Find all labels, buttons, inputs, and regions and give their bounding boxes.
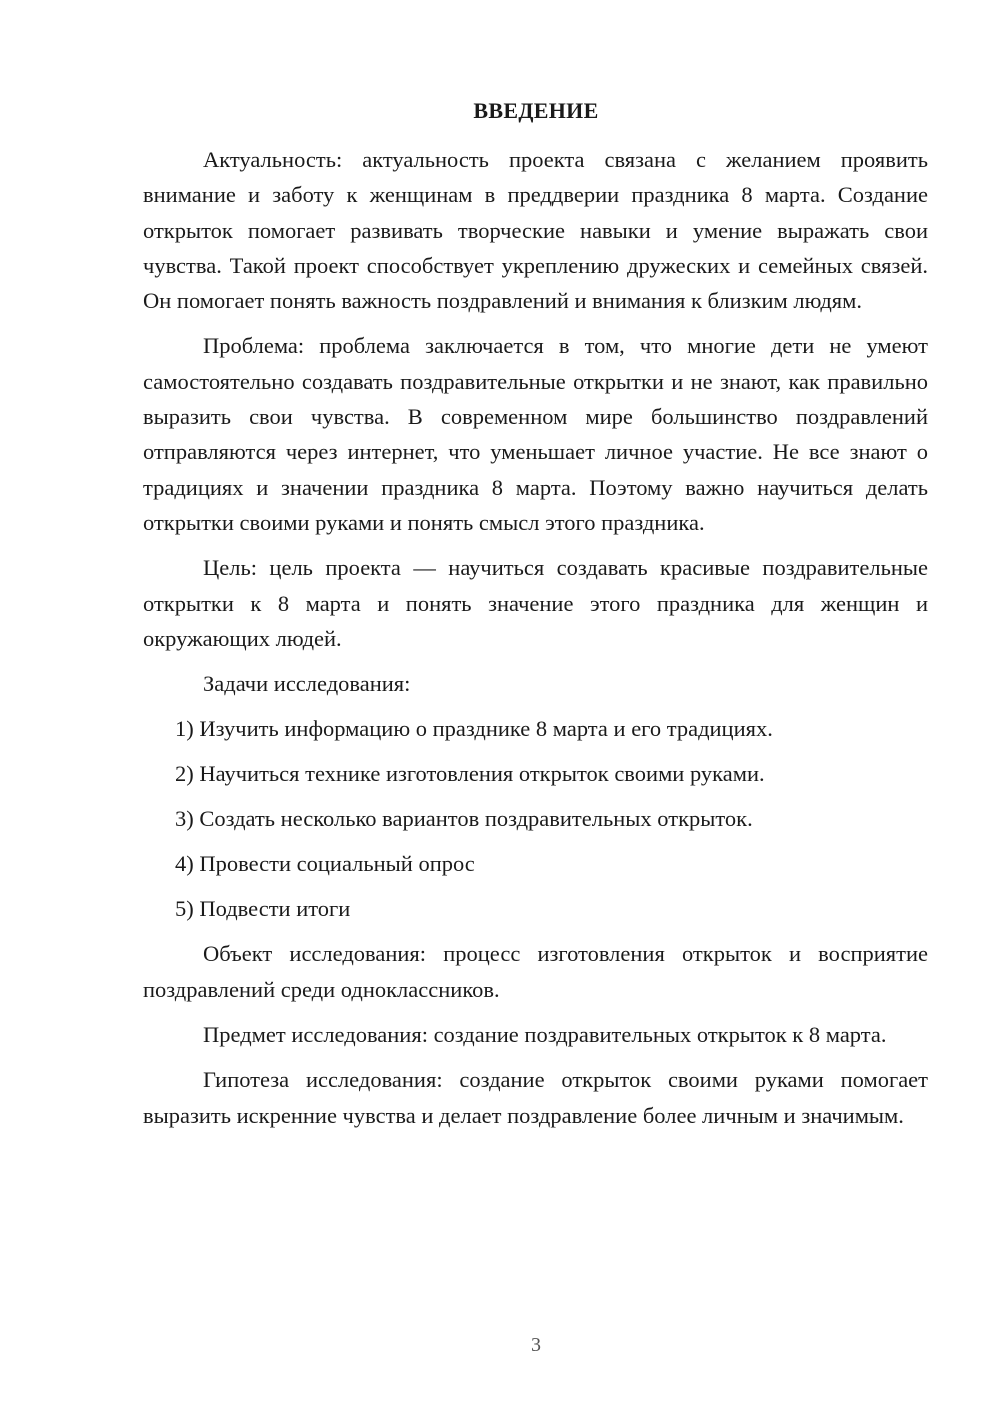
list-item: 1) Изучить информацию о празднике 8 марта и его традициях. <box>175 716 773 742</box>
list-item: 4) Провести социальный опрос <box>175 851 475 877</box>
paragraph-problem: Проблема: проблема заключается в том, что многие дети не умеют самостоятельно создавать поздравительные открытки и не знают, как правильно выразить свои чувства. В современном мире большинство поздравлений отправляются через интернет, что уменьшает личное участие. Не все знают о традициях и значении праздника 8 марта. Поэтому важно научиться делать открытки своими руками и понять смысл этого праздника. <box>143 333 928 535</box>
tasks-list <box>143 711 928 926</box>
paragraph-goal: Цель: цель проекта — научиться создавать красивые поздравительные открытки к 8 марта и понять значение этого праздника для женщин и окружающих людей. <box>143 555 928 651</box>
page-title: ВВЕДЕНИЕ <box>473 98 599 123</box>
list-item: 3) Создать несколько вариантов поздравительных открыток. <box>175 806 753 832</box>
list-item: 5) Подвести итоги <box>175 896 351 922</box>
page-number: 3 <box>531 1334 541 1356</box>
paragraph-relevance: Актуальность: актуальность проекта связана с желанием проявить внимание и заботу к женщинам в преддверии праздника 8 марта. Создание открыток помогает развивать творческие навыки и умение выражать свои чувства. Такой проект способствует укреплению дружеских и семейных связей. Он помогает понять важность поздравлений и внимания к близким людям. <box>143 147 928 314</box>
paragraph-object: Объект исследования: процесс изготовления открыток и восприятие поздравлений среди одноклассников. <box>143 941 928 1002</box>
tasks-title: Задачи исследования: <box>203 671 411 697</box>
paragraph-subject: Предмет исследования: создание поздравительных открыток к 8 марта. <box>203 1021 887 1047</box>
list-item: 2) Научиться технике изготовления открыток своими руками. <box>175 761 765 787</box>
paragraph-hypothesis: Гипотеза исследования: создание открыток своими руками помогает выразить искренние чувства и делает поздравление более личным и значимым. <box>143 1067 928 1128</box>
body-text <box>143 142 928 1143</box>
